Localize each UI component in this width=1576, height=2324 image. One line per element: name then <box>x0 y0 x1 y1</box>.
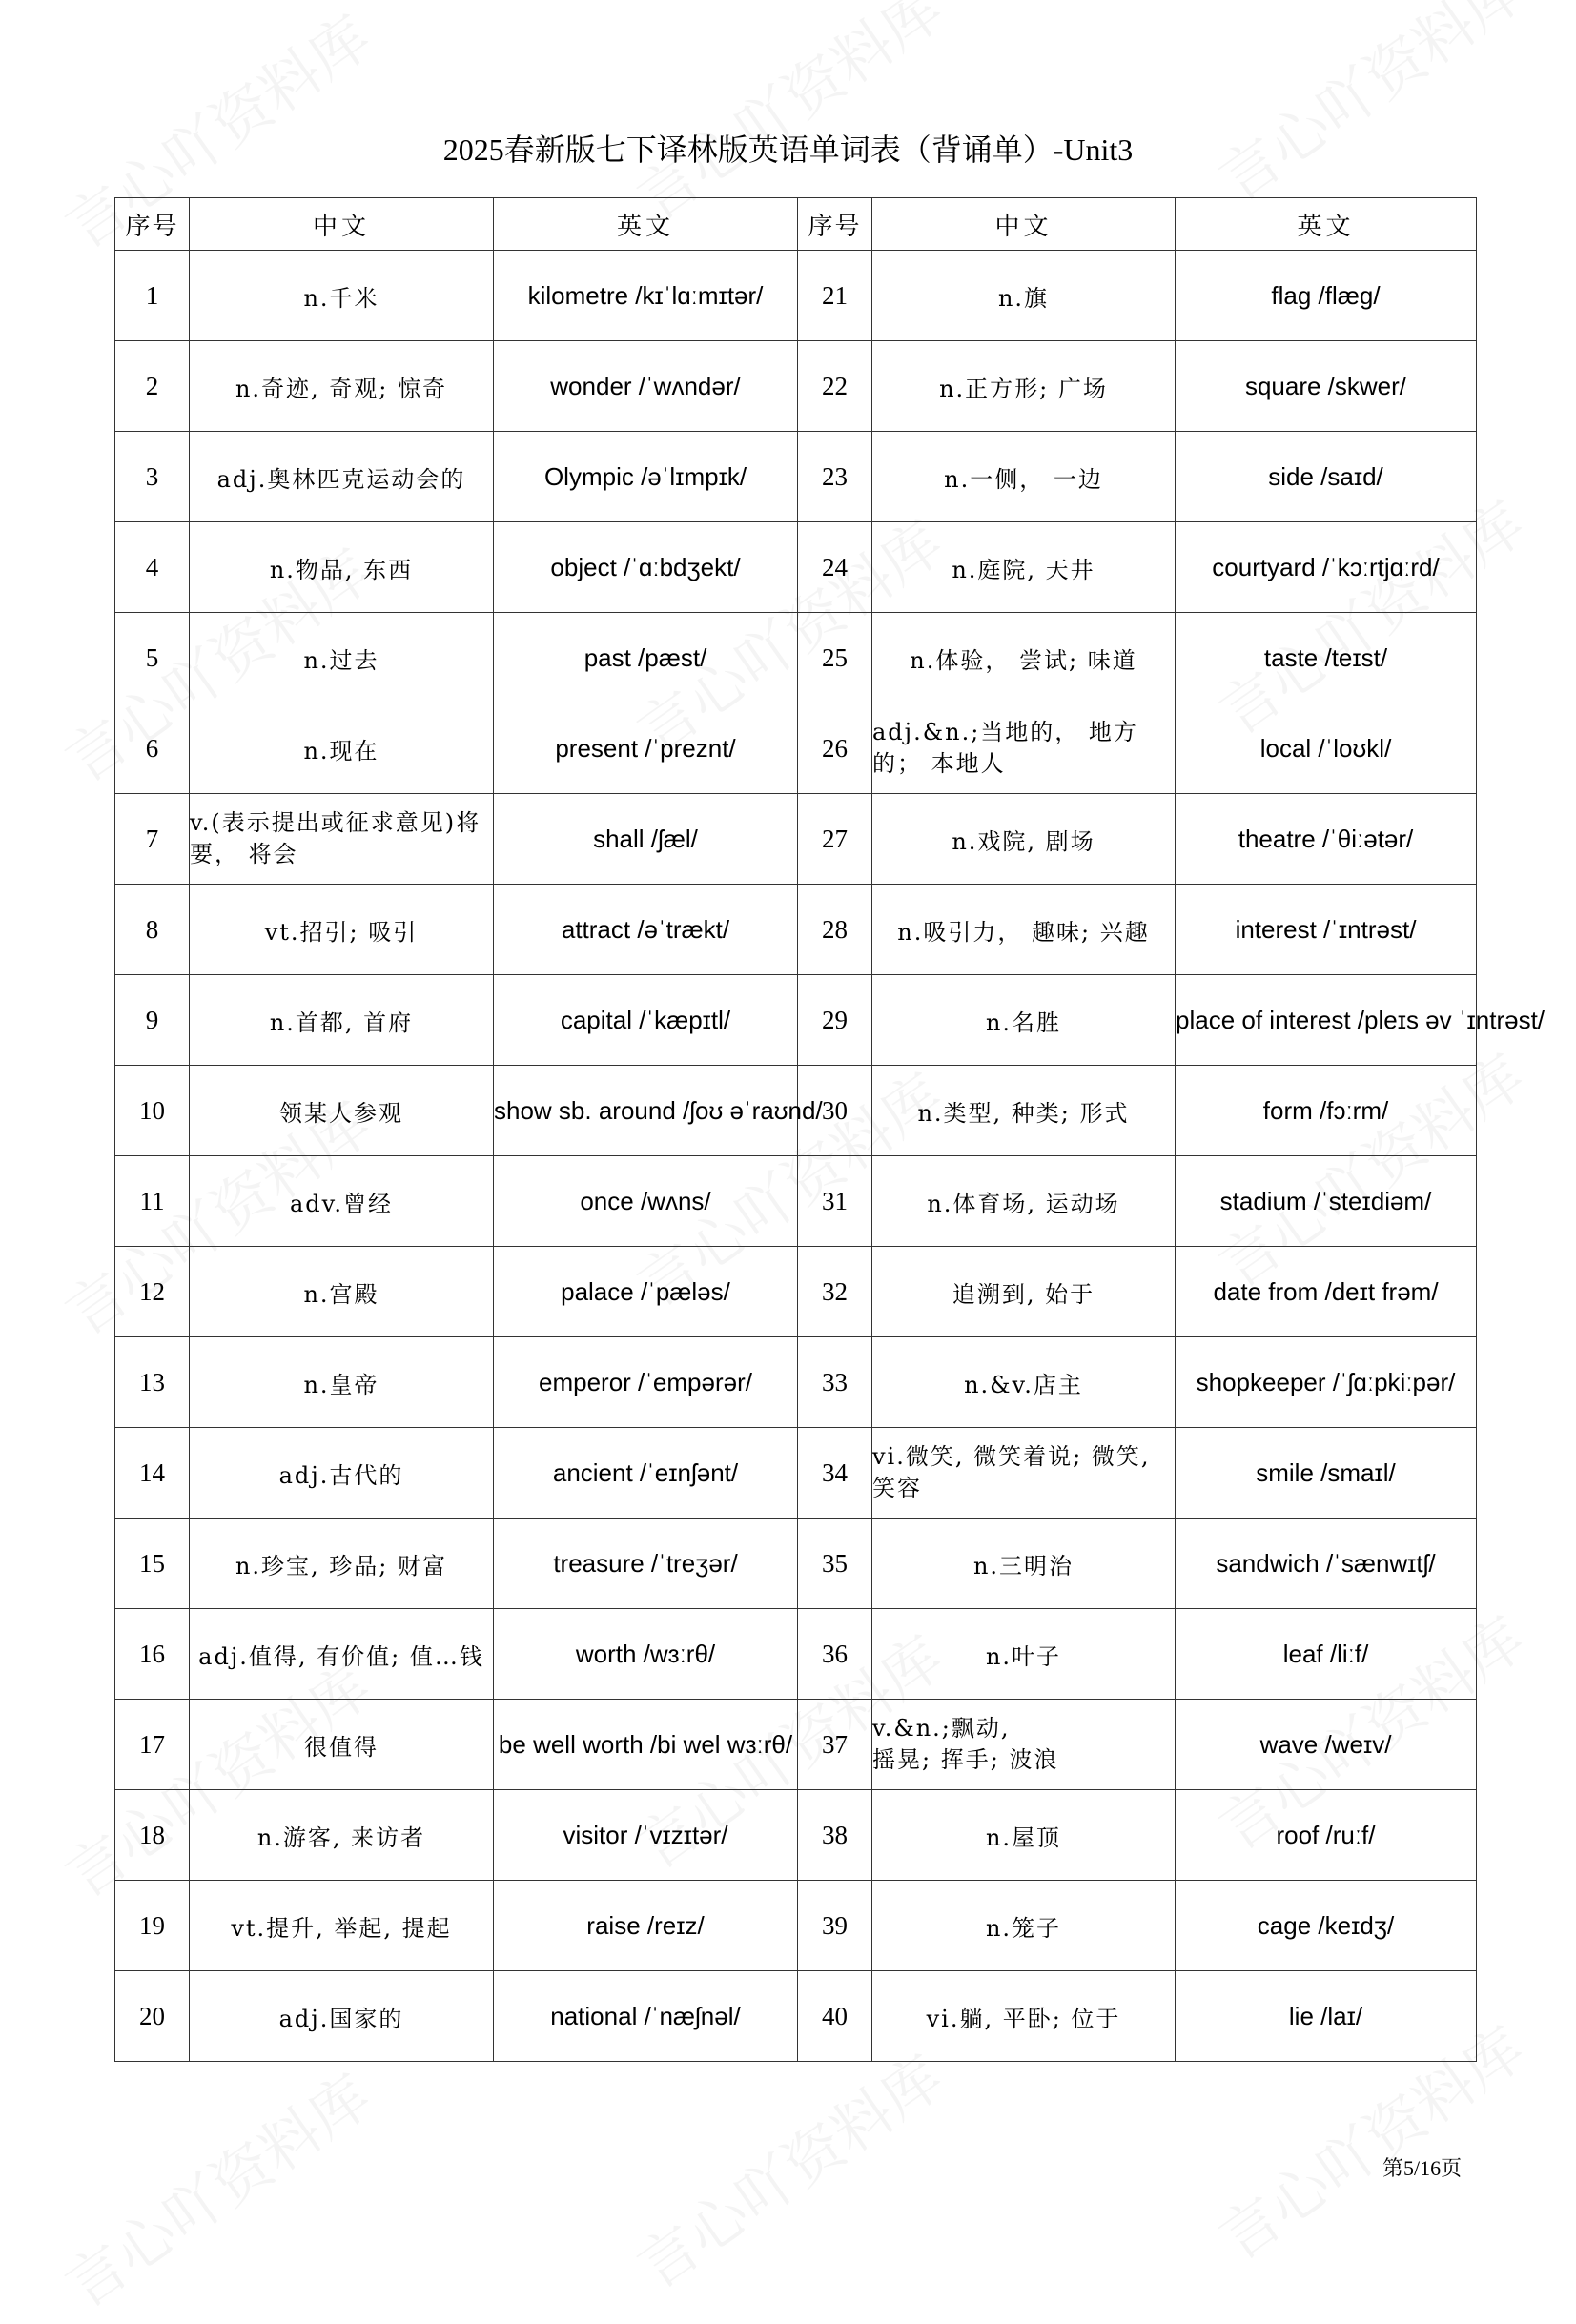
entry-english: smile /smaɪl/ <box>1176 1428 1477 1519</box>
entry-english: taste /teɪst/ <box>1176 613 1477 703</box>
entry-number: 34 <box>798 1428 872 1519</box>
watermark-text <box>618 2031 957 2304</box>
entry-number: 4 <box>115 522 190 613</box>
entry-chinese: n.奇迹, 奇观; 惊奇 <box>190 341 494 432</box>
entry-english: show sb. around /ʃoʊ əˈraʊnd/ <box>494 1066 798 1156</box>
entry-chinese: n.屋顶 <box>872 1790 1176 1881</box>
entry-english: date from /deɪt frəm/ <box>1176 1247 1477 1337</box>
entry-english: courtyard /ˈkɔːrtjɑːrd/ <box>1176 522 1477 613</box>
entry-number: 25 <box>798 613 872 703</box>
entry-number: 22 <box>798 341 872 432</box>
entry-chinese: n.旗 <box>872 251 1176 341</box>
entry-chinese: n.叶子 <box>872 1609 1176 1700</box>
entry-number: 19 <box>115 1881 190 1971</box>
entry-chinese: v.&n.;飘动, 摇晃; 挥手; 波浪 <box>872 1700 1176 1790</box>
entry-english: shopkeeper /ˈʃɑːpkiːpər/ <box>1176 1337 1477 1428</box>
entry-english: ancient /ˈeɪnʃənt/ <box>494 1428 798 1519</box>
entry-english: raise /reɪz/ <box>494 1881 798 1971</box>
entry-english: roof /ruːf/ <box>1176 1790 1477 1881</box>
table-row <box>115 1156 1477 1247</box>
entry-english: leaf /liːf/ <box>1176 1609 1477 1700</box>
entry-number: 23 <box>798 432 872 522</box>
entry-number: 12 <box>115 1247 190 1337</box>
entry-number: 11 <box>115 1156 190 1247</box>
entry-number: 37 <box>798 1700 872 1790</box>
header-english: 英文 <box>1176 198 1477 251</box>
entry-number: 1 <box>115 251 190 341</box>
entry-english: cage /keɪdʒ/ <box>1176 1881 1477 1971</box>
entry-number: 32 <box>798 1247 872 1337</box>
entry-english: once /wʌns/ <box>494 1156 798 1247</box>
entry-english: palace /ˈpæləs/ <box>494 1247 798 1337</box>
entry-chinese: adj.值得, 有价值; 值…钱 <box>190 1609 494 1700</box>
entry-number: 14 <box>115 1428 190 1519</box>
entry-number: 8 <box>115 885 190 975</box>
entry-number: 17 <box>115 1700 190 1790</box>
entry-chinese: n.吸引力， 趣味; 兴趣 <box>872 885 1176 975</box>
entry-english: Olympic /əˈlɪmpɪk/ <box>494 432 798 522</box>
page-number: 第5/16页 <box>1382 2156 1463 2180</box>
table-row <box>115 1066 1477 1156</box>
entry-number: 16 <box>115 1609 190 1700</box>
table-row <box>115 1247 1477 1337</box>
entry-number: 9 <box>115 975 190 1066</box>
entry-number: 20 <box>115 1971 190 2062</box>
entry-chinese: adj.&n.;当地的， 地方的； 本地人 <box>872 703 1176 794</box>
entry-number: 7 <box>115 794 190 885</box>
table-row <box>115 522 1477 613</box>
entry-english: visitor /ˈvɪzɪtər/ <box>494 1790 798 1881</box>
entry-english: capital /ˈkæpɪtl/ <box>494 975 798 1066</box>
table-row <box>115 1700 1477 1790</box>
entry-number: 27 <box>798 794 872 885</box>
page-title: 2025春新版七下译林版英语单词表（背诵单）-Unit3 <box>442 133 1134 167</box>
entry-english: be well worth /bi wel wɜːrθ/ <box>494 1700 798 1790</box>
entry-english: worth /wɜːrθ/ <box>494 1609 798 1700</box>
entry-number: 2 <box>115 341 190 432</box>
entry-number: 24 <box>798 522 872 613</box>
table-row <box>115 975 1477 1066</box>
table-row <box>115 251 1477 341</box>
header-row <box>115 198 1477 251</box>
watermark-text <box>46 2050 385 2323</box>
entry-chinese: adj.国家的 <box>190 1971 494 2062</box>
entry-number: 36 <box>798 1609 872 1700</box>
entry-english: theatre /ˈθiːətər/ <box>1176 794 1477 885</box>
entry-english: attract /əˈtrækt/ <box>494 885 798 975</box>
entry-chinese: vt.招引; 吸引 <box>190 885 494 975</box>
entry-chinese: 领某人参观 <box>190 1066 494 1156</box>
entry-english: sandwich /ˈsænwɪtʃ/ <box>1176 1519 1477 1609</box>
entry-chinese: n.皇帝 <box>190 1337 494 1428</box>
table-row <box>115 613 1477 703</box>
table-row <box>115 1519 1477 1609</box>
entry-chinese: n.宫殿 <box>190 1247 494 1337</box>
entry-number: 35 <box>798 1519 872 1609</box>
vocabulary-table <box>114 197 1545 2062</box>
entry-number: 39 <box>798 1881 872 1971</box>
entry-english: square /skwer/ <box>1176 341 1477 432</box>
entry-english: place of interest /pleɪs əv ˈɪntrəst/ <box>1176 975 1477 1066</box>
entry-number: 10 <box>115 1066 190 1156</box>
header-chinese: 中文 <box>872 198 1176 251</box>
entry-chinese: n.珍宝, 珍品; 财富 <box>190 1519 494 1609</box>
entry-number: 31 <box>798 1156 872 1247</box>
table-row <box>115 341 1477 432</box>
entry-english: past /pæst/ <box>494 613 798 703</box>
entry-english: national /ˈnæʃnəl/ <box>494 1971 798 2062</box>
watermark-text <box>1199 0 1539 217</box>
entry-chinese: v.(表示提出或征求意见)将要， 将会 <box>190 794 494 885</box>
entry-chinese: n.正方形; 广场 <box>872 341 1176 432</box>
table-row <box>115 432 1477 522</box>
entry-number: 29 <box>798 975 872 1066</box>
entry-number: 5 <box>115 613 190 703</box>
entry-chinese: vi.躺, 平卧; 位于 <box>872 1971 1176 2062</box>
entry-chinese: adj.古代的 <box>190 1428 494 1519</box>
entry-number: 28 <box>798 885 872 975</box>
entry-english: lie /laɪ/ <box>1176 1971 1477 2062</box>
table-row <box>115 885 1477 975</box>
table-row <box>115 1609 1477 1700</box>
header-number: 序号 <box>798 198 872 251</box>
entry-number: 38 <box>798 1790 872 1881</box>
entry-chinese: n.三明治 <box>872 1519 1176 1609</box>
entry-english: local /ˈloʊkl/ <box>1176 703 1477 794</box>
entry-english: wave /weɪv/ <box>1176 1700 1477 1790</box>
entry-chinese: n.体验， 尝试; 味道 <box>872 613 1176 703</box>
entry-chinese: n.笼子 <box>872 1881 1176 1971</box>
entry-chinese: 追溯到, 始于 <box>872 1247 1176 1337</box>
entry-number: 18 <box>115 1790 190 1881</box>
entry-number: 40 <box>798 1971 872 2062</box>
entry-english: object /ˈɑːbdʒekt/ <box>494 522 798 613</box>
entry-english: emperor /ˈempərər/ <box>494 1337 798 1428</box>
entry-english: kilometre /kɪˈlɑːmɪtər/ <box>494 251 798 341</box>
entry-chinese: n.物品, 东西 <box>190 522 494 613</box>
entry-number: 15 <box>115 1519 190 1609</box>
entry-chinese: n.首都, 首府 <box>190 975 494 1066</box>
entry-chinese: n.体育场, 运动场 <box>872 1156 1176 1247</box>
entry-chinese: n.戏院, 剧场 <box>872 794 1176 885</box>
table-row <box>115 1337 1477 1428</box>
entry-english: side /saɪd/ <box>1176 432 1477 522</box>
entry-english: shall /ʃæl/ <box>494 794 798 885</box>
entry-chinese: n.现在 <box>190 703 494 794</box>
table-row <box>115 703 1477 794</box>
entry-number: 33 <box>798 1337 872 1428</box>
entry-chinese: n.千米 <box>190 251 494 341</box>
entry-chinese: n.名胜 <box>872 975 1176 1066</box>
entry-chinese: vi.微笑, 微笑着说; 微笑, 笑容 <box>872 1428 1176 1519</box>
entry-english: interest /ˈɪntrəst/ <box>1176 885 1477 975</box>
table-row <box>115 1428 1477 1519</box>
entry-chinese: n.游客, 来访者 <box>190 1790 494 1881</box>
entry-chinese: vt.提升, 举起, 提起 <box>190 1881 494 1971</box>
entry-english: form /fɔːrm/ <box>1176 1066 1477 1156</box>
entry-english: wonder /ˈwʌndər/ <box>494 341 798 432</box>
entry-chinese: adj.奥林匹克运动会的 <box>190 432 494 522</box>
entry-chinese: n.过去 <box>190 613 494 703</box>
entry-chinese: n.一侧， 一边 <box>872 432 1176 522</box>
header-english: 英文 <box>494 198 798 251</box>
header-chinese: 中文 <box>190 198 494 251</box>
entry-chinese: adv.曾经 <box>190 1156 494 1247</box>
entry-chinese: n.&v.店主 <box>872 1337 1176 1428</box>
entry-english: present /ˈpreznt/ <box>494 703 798 794</box>
entry-chinese: 很值得 <box>190 1700 494 1790</box>
entry-english: treasure /ˈtreʒər/ <box>494 1519 798 1609</box>
table-row <box>115 1881 1477 1971</box>
entry-number: 13 <box>115 1337 190 1428</box>
header-number: 序号 <box>115 198 190 251</box>
entry-english: flag /flæg/ <box>1176 251 1477 341</box>
table-row <box>115 1790 1477 1881</box>
entry-number: 6 <box>115 703 190 794</box>
entry-chinese: n.庭院, 天井 <box>872 522 1176 613</box>
entry-number: 26 <box>798 703 872 794</box>
entry-number: 3 <box>115 432 190 522</box>
entry-english: stadium /ˈsteɪdiəm/ <box>1176 1156 1477 1247</box>
table-row <box>115 794 1477 885</box>
entry-number: 30 <box>798 1066 872 1156</box>
entry-chinese: n.类型, 种类; 形式 <box>872 1066 1176 1156</box>
entry-number: 21 <box>798 251 872 341</box>
table-row <box>115 1971 1477 2062</box>
